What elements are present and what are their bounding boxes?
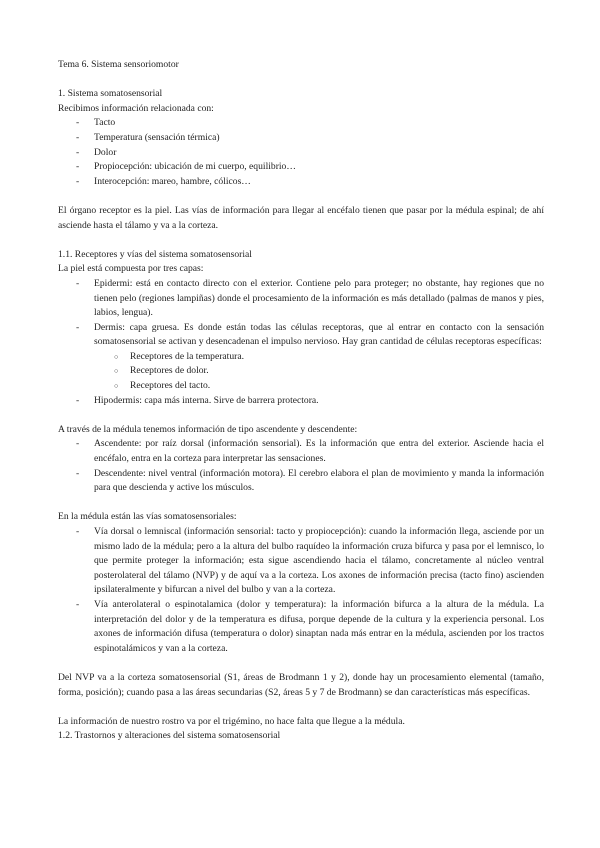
list-item: - Propiocepción: ubicación de mi cuerpo, equilibrio… — [58, 160, 544, 175]
section-1-heading: 1. Sistema somatosensorial — [58, 88, 163, 100]
list-item: - Temperatura (sensación térmica) — [58, 131, 544, 146]
list-item: - Dolor — [58, 146, 544, 161]
sublist-item: ○ Receptores de la temperatura. — [94, 350, 544, 365]
list-item: - Descendente: nivel ventral (información motora). El cerebro elabora el plan de movimiento y manda la información para que descienda y active los músculos. — [58, 467, 544, 496]
list-item-epidermis: - Epidermi: está en contacto directo con el exterior. Contiene pelo para proteger; no obstante, hay regiones que no tienen pelo (regiones lampiñas) donde el procesamiento de la información es más detallado (palmas de manos y pies, labios, lengua). — [58, 277, 544, 321]
list-item: - Vía anterolateral o espinotalamica (dolor y temperatura): la información bifurca a la altura de la médula. La interpretación del dolor y de la temperatura es difusa, porque depende de la cultura y la experiencia personal. Los axones de información difusa (temperatura o dolor) sinaptan nada más entrar en la médula, ascienden por los tractos espinotalámicos y van a la corteza. — [58, 598, 544, 656]
nvp-paragraph: Del NVP va a la corteza somatosensorial (S1, áreas de Brodmann 1 y 2), donde hay un procesamiento elemental (tamaño, forma, posición); cuando pasa a las áreas secundarias (S2, áreas 5 y 7 de Brodmann) se dan características más específicas. — [58, 671, 544, 698]
skin-layers-list — [58, 277, 544, 408]
dermis-text: Dermis: capa gruesa. Es donde están todas las células receptoras, que al entrar en contacto con la sensación somatosensorial se activan y desencadenan el impulso nervioso. Hay gran cantidad de células receptoras específicas: — [94, 321, 544, 348]
list-item: - Interocepción: mareo, hambre, cólicos… — [58, 175, 544, 190]
vias-intro: En la médula están las vías somatosensoriales: — [58, 511, 237, 523]
trigemino-paragraph: La información de nuestro rostro va por el trigémino, no hace falta que llegue a la médula. — [58, 715, 405, 727]
medula-intro: A través de la médula tenemos información de tipo ascendente y descendente: — [58, 423, 358, 435]
sublist-item: ○ Receptores de dolor. — [94, 364, 544, 379]
skin-layers-intro: La piel está compuesta por tres capas: — [58, 263, 204, 275]
sense-list — [58, 116, 544, 189]
receptor-sublist — [94, 350, 544, 394]
document-page — [58, 58, 544, 744]
section-1-1-heading: 1.1. Receptores y vías del sistema somatosensorial — [58, 248, 252, 260]
document-title: Tema 6. Sistema sensoriomotor — [58, 59, 179, 70]
medula-list — [58, 437, 544, 495]
list-item-hipodermis: - Hipodermis: capa más interna. Sirve de barrera protectora. — [58, 394, 544, 409]
section-1-intro: Recibimos información relacionada con: — [58, 102, 214, 114]
sublist-item: ○ Receptores del tacto. — [94, 379, 544, 394]
list-item: - Ascendente: por raíz dorsal (información sensorial). Es la información que entra del exterior. Asciende hacia el encéfalo, entra en la corteza para interpretar las sensaciones. — [58, 437, 544, 466]
list-item: - Vía dorsal o lemniscal (información sensorial: tacto y propiocepción): cuando la información llega, asciende por un mismo lado de la médula; pero a la altura del bulbo raquídeo la información cruza bifurca y pasa por el lemnisco, lo que permite proteger la información; esta sigue ascendiendo hacia el tálamo, concretamente al núcleo ventral posterolateral del tálamo (NVP) y de aquí va a la corteza. Los axones de información precisa (tacto fino) ascienden ipsilateralmente y bifurcan a nivel del bulbo y van a la corteza. — [58, 525, 544, 598]
list-item-dermis — [58, 321, 544, 394]
vias-list — [58, 525, 544, 656]
section-1-2-heading: 1.2. Trastornos y alteraciones del sistema somatosensorial — [58, 730, 281, 742]
receptor-organ-paragraph: El órgano receptor es la piel. Las vías de información para llegar al encéfalo tienen que pasar por la médula espinal; de ahí asciende hasta el tálamo y va a la corteza. — [58, 204, 544, 231]
list-item: - Tacto — [58, 116, 544, 131]
